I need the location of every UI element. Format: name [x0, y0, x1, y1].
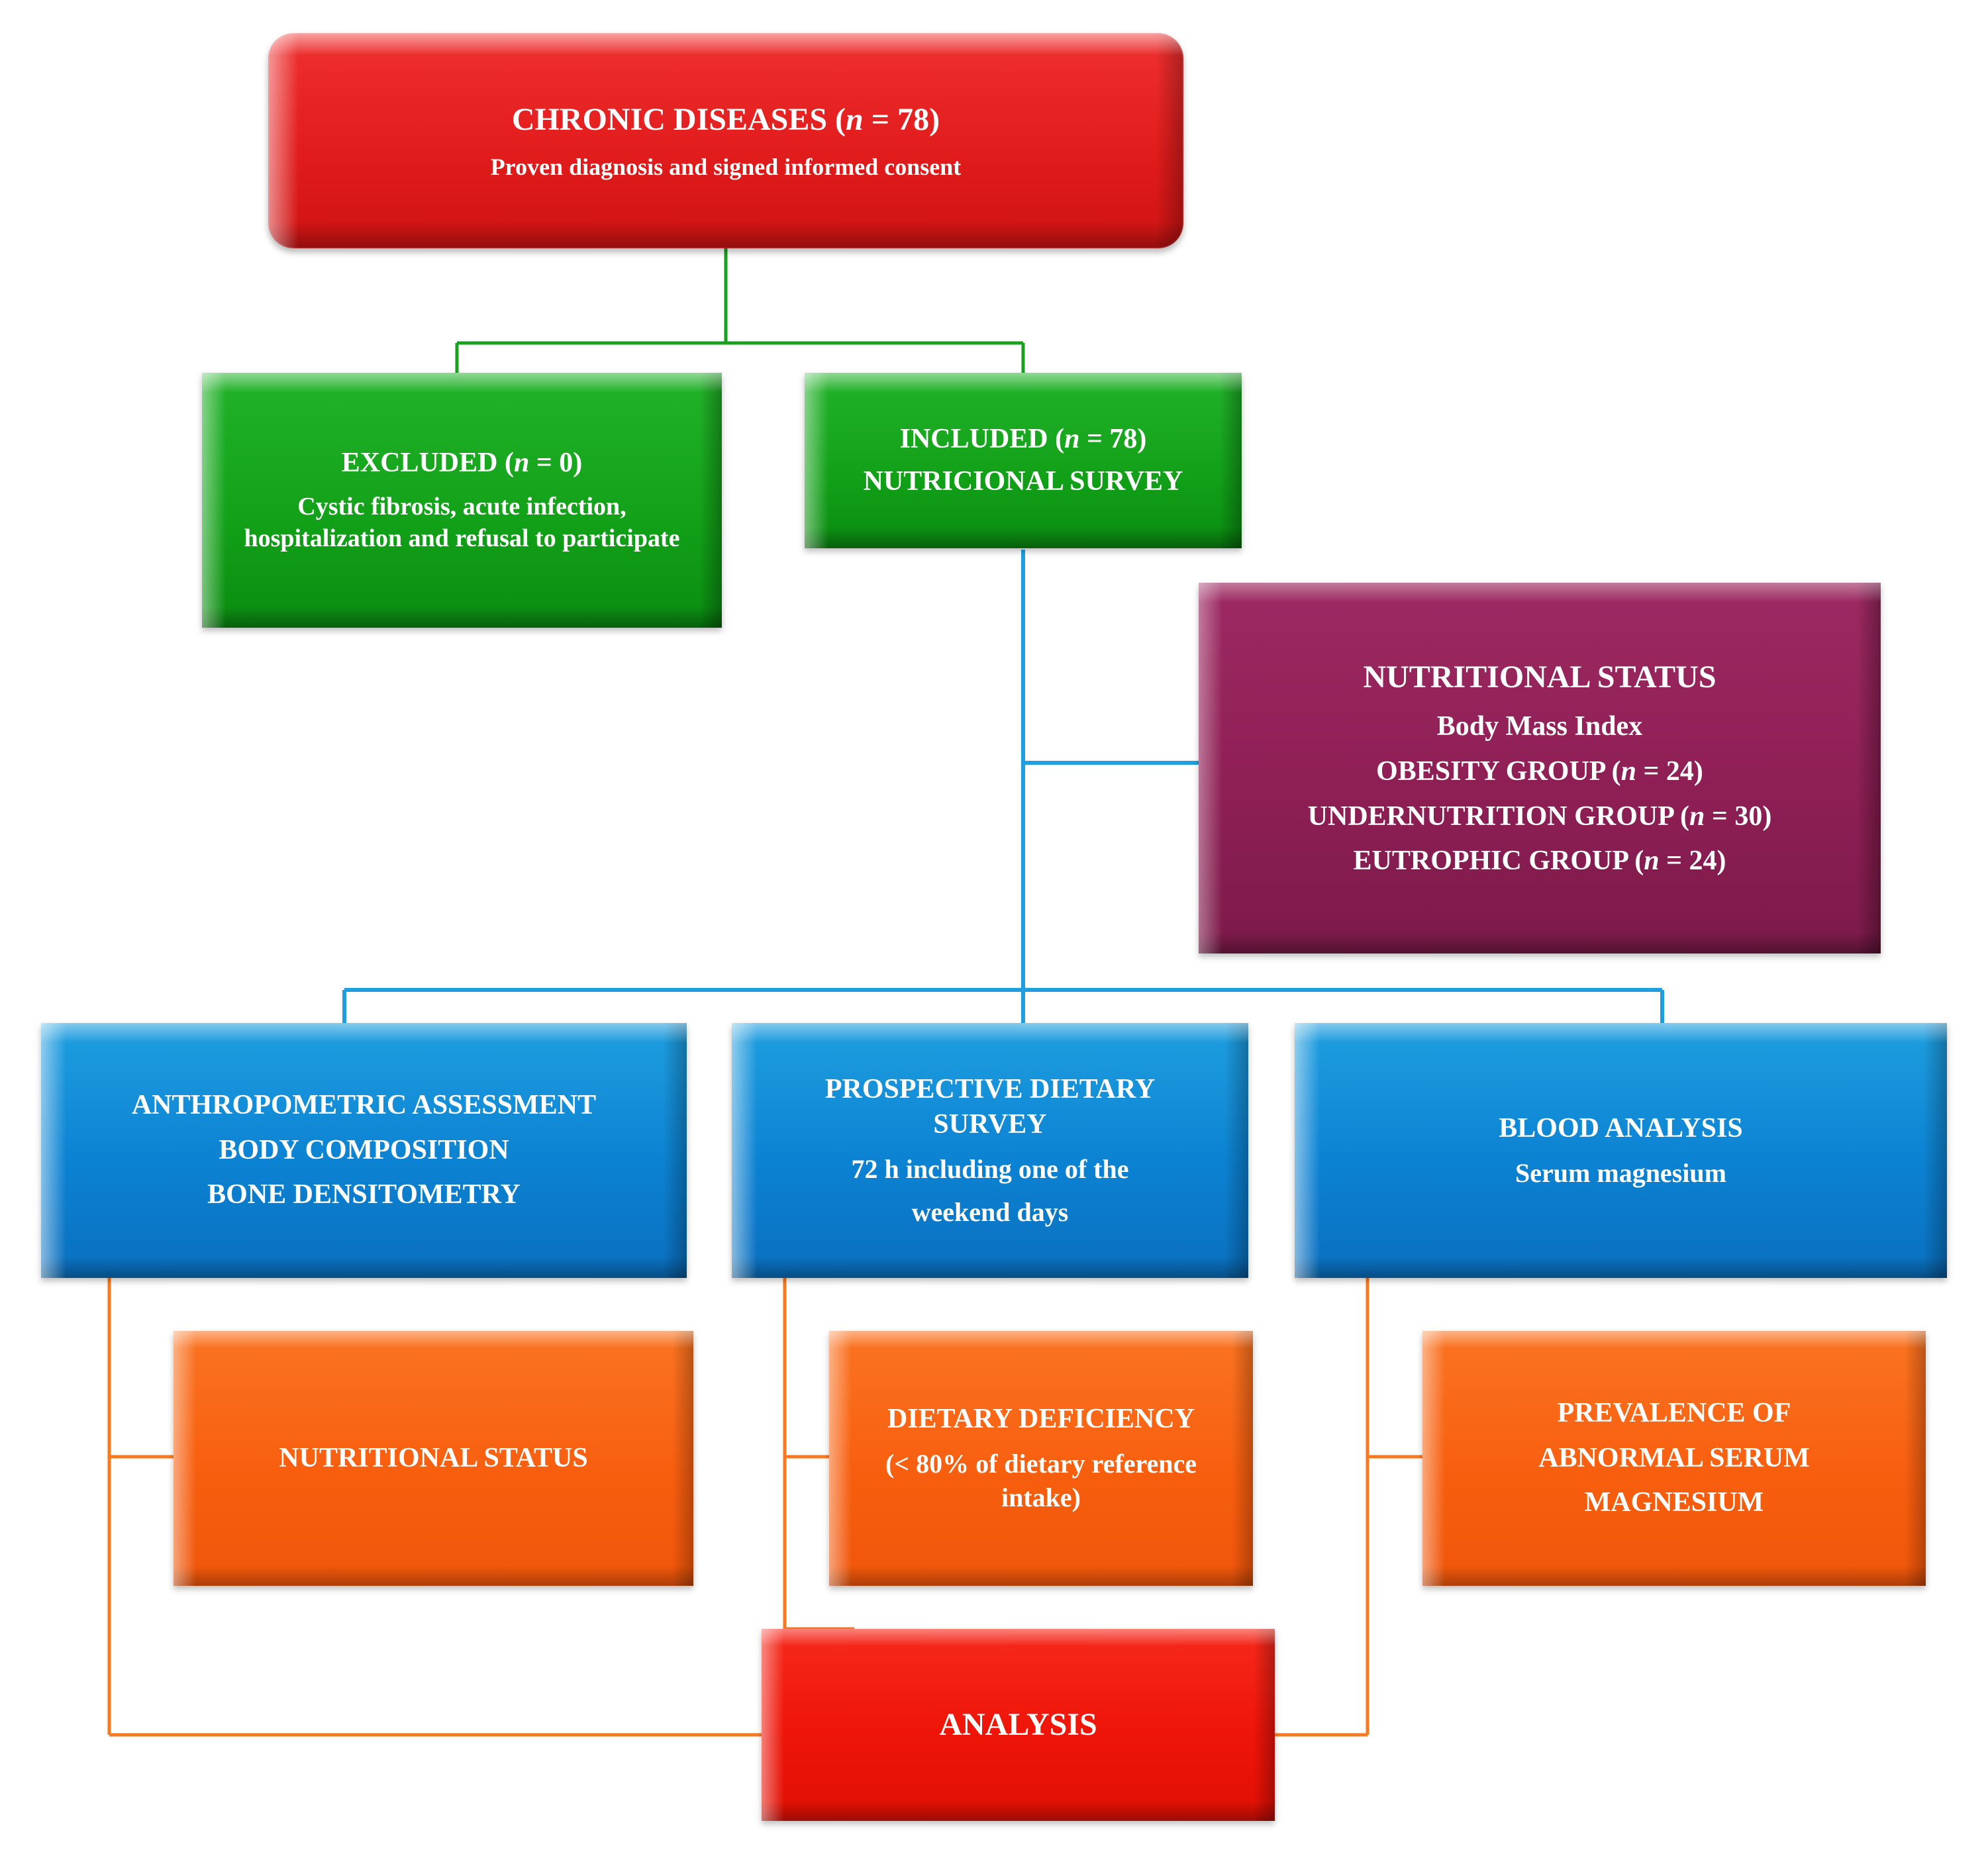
- node-outcome-prevalence-line1: PREVALENCE OF: [1557, 1397, 1791, 1428]
- node-blood-analysis[interactable]: [1295, 1023, 1947, 1278]
- node-outcome-dietary-deficiency-line2: (< 80% of dietary reference: [885, 1449, 1197, 1479]
- node-included[interactable]: [805, 373, 1242, 548]
- node-analysis-title: ANALYSIS: [939, 1707, 1097, 1743]
- node-analysis[interactable]: [762, 1629, 1275, 1821]
- node-excluded-title: EXCLUDED (n = 0): [341, 448, 583, 478]
- node-chronic-diseases[interactable]: [268, 33, 1183, 248]
- node-outcome-dietary-deficiency[interactable]: [829, 1331, 1253, 1586]
- node-dietary-survey-line1: PROSPECTIVE DIETARY: [824, 1073, 1156, 1104]
- node-blood-analysis-line1: BLOOD ANALYSIS: [1499, 1113, 1743, 1144]
- node-nutritional-status-eutrophic: EUTROPHIC GROUP (n = 24): [1353, 846, 1726, 877]
- node-dietary-survey-line4: weekend days: [911, 1197, 1069, 1228]
- node-nutritional-status-bmi: Body Mass Index: [1436, 711, 1643, 742]
- node-outcome-prevalence-line3: MAGNESIUM: [1584, 1487, 1764, 1518]
- node-anthropometric-line2: BODY COMPOSITION: [219, 1134, 509, 1165]
- node-chronic-diseases-title: CHRONIC DISEASES (n = 78): [511, 101, 940, 137]
- node-nutritional-status[interactable]: [1199, 583, 1881, 953]
- node-nutritional-status-title: NUTRITIONAL STATUS: [1363, 659, 1716, 695]
- node-dietary-survey-line2: SURVEY: [933, 1109, 1047, 1140]
- node-outcome-prevalence-magnesium[interactable]: [1422, 1331, 1926, 1586]
- node-nutritional-status-undernutrition: UNDERNUTRITION GROUP (n = 30): [1307, 801, 1772, 832]
- node-excluded[interactable]: [202, 373, 722, 628]
- node-included-title: INCLUDED (n = 78): [899, 423, 1147, 454]
- node-outcome-dietary-deficiency-line3: intake): [1001, 1483, 1081, 1513]
- node-anthropometric-line3: BONE DENSITOMETRY: [207, 1179, 521, 1210]
- node-anthropometric-assessment[interactable]: [41, 1023, 687, 1278]
- node-prospective-dietary-survey[interactable]: [732, 1023, 1248, 1278]
- node-outcome-prevalence-line2: ABNORMAL SERUM: [1538, 1442, 1810, 1473]
- node-dietary-survey-line3: 72 h including one of the: [851, 1154, 1129, 1185]
- node-anthropometric-line1: ANTHROPOMETRIC ASSESSMENT: [131, 1089, 597, 1120]
- node-outcome-dietary-deficiency-line1: DIETARY DEFICIENCY: [887, 1404, 1195, 1435]
- node-included-subtitle: NUTRICIONAL SURVEY: [863, 465, 1183, 497]
- node-excluded-subtitle: Cystic fibrosis, acute infection, hospitalization and refusal to participate: [244, 492, 680, 553]
- node-nutritional-status-obesity: OBESITY GROUP (n = 24): [1376, 756, 1703, 787]
- node-outcome-nutritional-status[interactable]: [174, 1331, 693, 1586]
- node-chronic-diseases-subtitle: Proven diagnosis and signed informed consent: [490, 154, 962, 181]
- node-outcome-nutritional-status-label: NUTRITIONAL STATUS: [279, 1442, 588, 1473]
- node-blood-analysis-line2: Serum magnesium: [1515, 1157, 1726, 1188]
